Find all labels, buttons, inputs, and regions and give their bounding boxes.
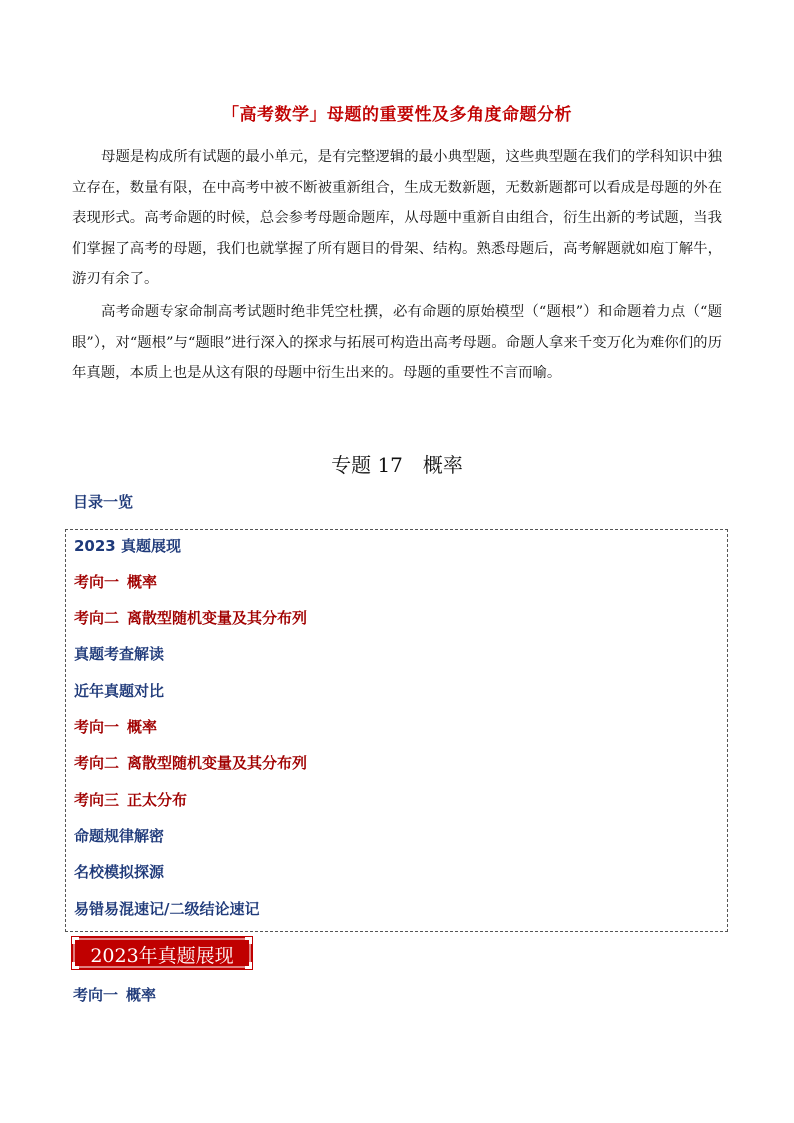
section-banner: 2023年真题展现 [90, 945, 234, 967]
toc-item[interactable]: 考向二 离散型随机变量及其分布列 [74, 754, 308, 772]
toc-item[interactable]: 命题规律解密 [74, 827, 165, 845]
toc-item[interactable]: 考向三 正太分布 [74, 791, 188, 809]
toc-item[interactable]: 近年真题对比 [74, 682, 165, 700]
toc-item[interactable]: 易错易混速记/二级结论速记 [74, 900, 260, 918]
toc-item[interactable]: 2023 真题展现 [74, 537, 181, 555]
intro-paragraph-1: 母题是构成所有试题的最小单元，是有完整逻辑的最小典型题，这些典型题在我们的学科知识中独立存在，数量有限，在中高考中被不断被重新组合，生成无数新题，无数新题都可以看成是母题的外在表现形式。高考命题的时候，总会参考母题命题库，从母题中重新自由组合，衍生出新的考试题，当我们掌握了高考的母题，我们也就掌握了所有题目的骨架、结构。熟悉母题后，高考解题就如庖丁解牛，游刃有余了。 [72, 149, 722, 287]
topic-title: 专题 17 概率 [331, 453, 463, 477]
toc-item[interactable]: 真题考查解读 [74, 645, 165, 663]
toc-heading: 目录一览 [73, 493, 134, 511]
toc-item[interactable]: 考向一 概率 [74, 718, 158, 736]
page-title: 「高考数学」母题的重要性及多角度命题分析 [222, 105, 572, 125]
intro-paragraph-2: 高考命题专家命制高考试题时绝非凭空杜撰，必有命题的原始模型（“题根”）和命题着力点（“题眼”），对“题根”与“题眼”进行深入的探求与拓展可构造出高考母题。命题人拿来千变万化为难你们的历年真题，本质上也是从这有限的母题中衍生出来的。母题的重要性不言而喻。 [72, 304, 722, 381]
toc-item[interactable]: 考向一 概率 [74, 573, 158, 591]
section-heading: 考向一 概率 [73, 986, 157, 1004]
table-of-contents [65, 529, 728, 932]
toc-item[interactable]: 考向二 离散型随机变量及其分布列 [74, 609, 308, 627]
toc-item[interactable]: 名校模拟探源 [74, 863, 165, 881]
